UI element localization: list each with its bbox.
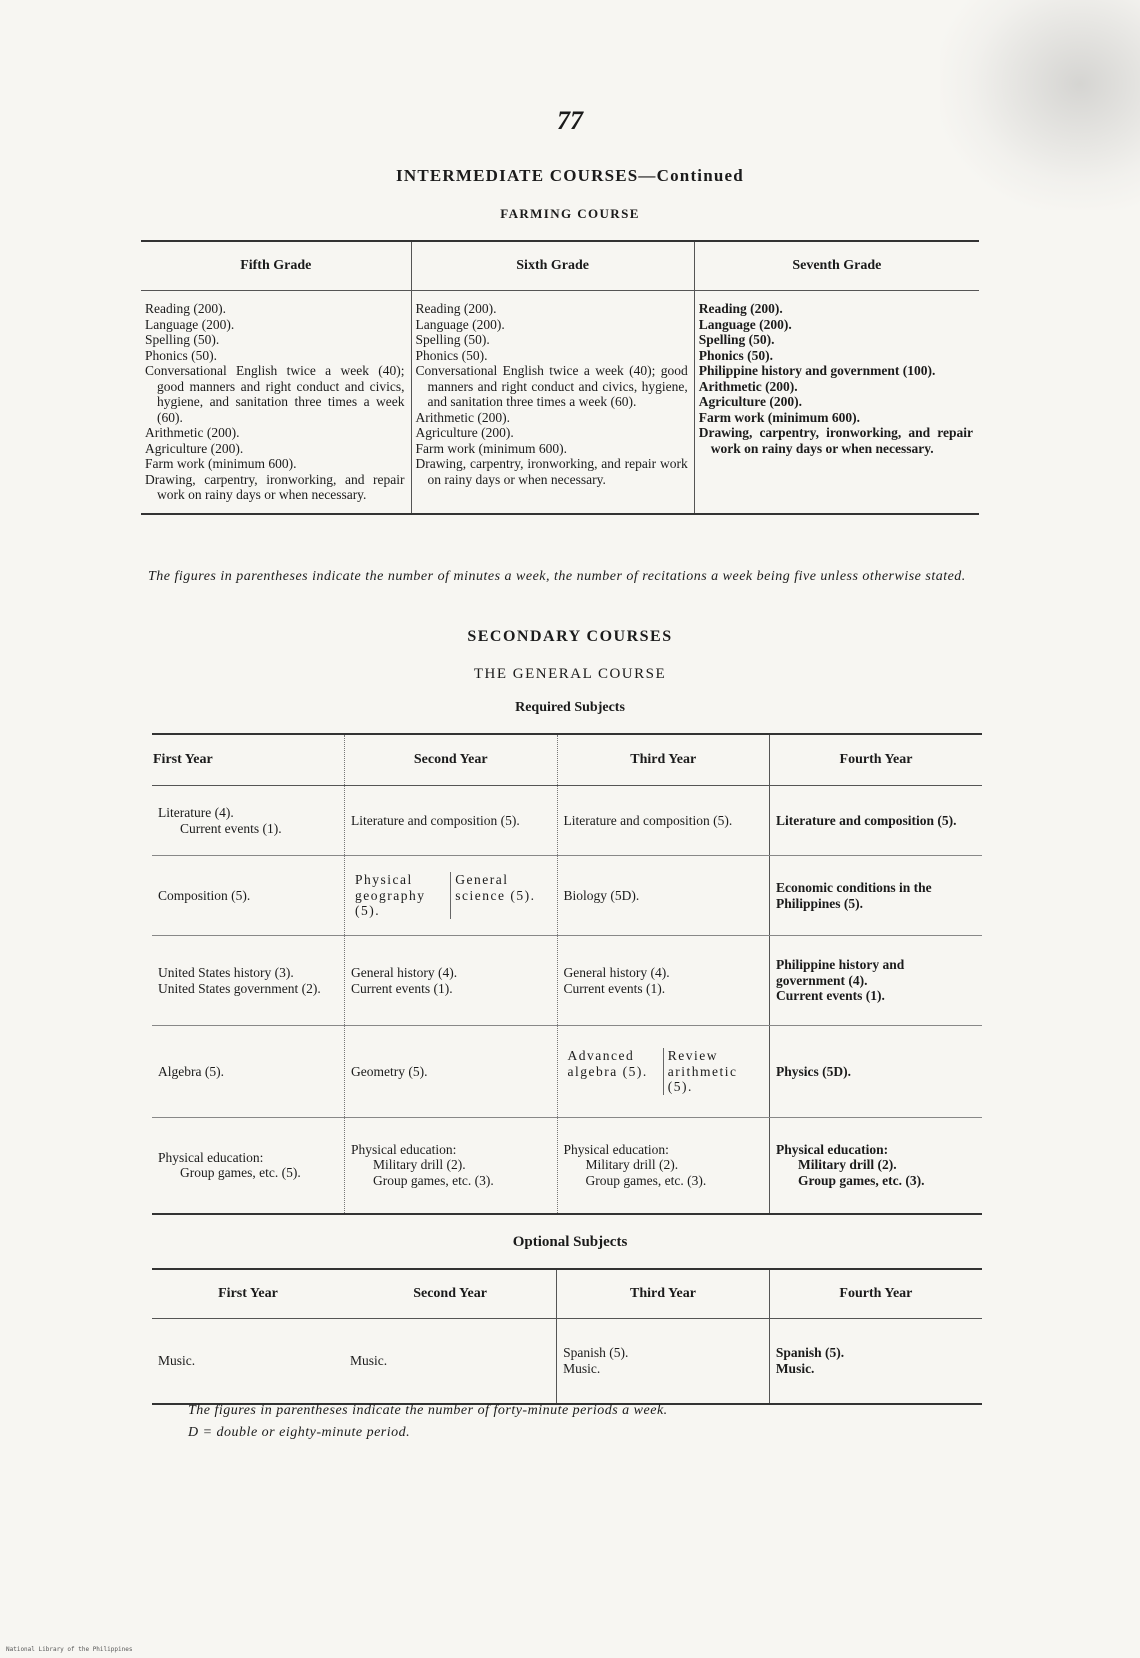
- optional-subjects-table: [152, 1268, 982, 1405]
- subject-item: Farm work (minimum 600).: [415, 440, 568, 456]
- subject-item: Phonics (50).: [698, 347, 773, 363]
- table-row: [152, 936, 982, 1026]
- cell-line: Current events (1).: [180, 820, 282, 836]
- general-course-heading: THE GENERAL COURSE: [473, 666, 667, 682]
- cell-line: Literature (4).: [158, 804, 234, 820]
- cell-line: Physical education:: [158, 1149, 264, 1165]
- cell-line: Music.: [563, 1361, 601, 1376]
- optional-subjects-heading: Optional Subjects: [512, 1234, 628, 1250]
- subject-item: Farm work (minimum 600).: [698, 409, 860, 425]
- header-second-year: Second Year: [344, 1269, 557, 1319]
- farming-footnote: The figures in parentheses indicate the number of minutes a week, the number of recitations a week being five unless otherwise stated.: [148, 569, 966, 584]
- header-fourth-year: Fourth Year: [770, 734, 983, 786]
- header-first-year: First Year: [152, 734, 345, 786]
- subject-item: Drawing, carpentry, ironworking, and repair work on rainy days or when necessary.: [698, 425, 973, 456]
- cell-line: General science (5).: [455, 872, 536, 903]
- subject-item: Language (200).: [145, 316, 235, 332]
- table-cell: Economic conditions in the Philippines (5).: [770, 856, 983, 936]
- cell-line: Group games, etc. (5).: [180, 1165, 301, 1181]
- secondary-courses-heading: SECONDARY COURSES: [467, 628, 673, 645]
- subject-item: Agriculture (200).: [415, 425, 514, 441]
- subject-item: Conversational English twice a week (40); good manners and right conduct and civics, hygiene, and sanitation three times a week (60).: [145, 363, 405, 425]
- cell-line: Physical education:: [563, 1141, 669, 1157]
- cell-line: Physical geography (5).: [351, 872, 451, 919]
- header-sixth-grade: Sixth Grade: [411, 241, 694, 291]
- subject-item: Spelling (50).: [698, 332, 775, 348]
- table-cell: Literature and composition (5).: [557, 786, 770, 856]
- farming-course-table: [141, 240, 979, 515]
- cell-line: Spanish (5).: [775, 1345, 845, 1361]
- header-fifth-grade: Fifth Grade: [141, 241, 411, 291]
- table-cell: Composition (5).: [152, 856, 345, 936]
- cell-line: Review arithmetic (5).: [667, 1048, 738, 1095]
- cell-line: General history (4).: [563, 964, 670, 980]
- subject-item: Language (200).: [698, 316, 792, 332]
- cell-line: Current events (1).: [776, 988, 885, 1004]
- table-cell: [345, 1118, 558, 1214]
- section-heading-intermediate: INTERMEDIATE COURSES—Continued: [396, 166, 744, 185]
- cell-line: Group games, etc. (3).: [373, 1173, 494, 1188]
- table-cell: [152, 1118, 345, 1214]
- header-first-year: First Year: [152, 1269, 344, 1319]
- cell-line: Group games, etc. (3).: [585, 1173, 707, 1188]
- table-cell: [770, 936, 983, 1026]
- cell-line: Group games, etc. (3).: [798, 1173, 925, 1188]
- subject-item: Spelling (50).: [415, 332, 490, 348]
- subject-item: Conversational English twice a week (40); good manners and right conduct and civics, hygiene, and sanitation three times a week (60).: [415, 363, 688, 410]
- header-third-year: Third Year: [557, 734, 770, 786]
- subject-item: Phonics (50).: [145, 347, 217, 363]
- table-row: [152, 1319, 982, 1405]
- table-cell: [557, 1319, 770, 1405]
- required-subjects-table: [152, 733, 982, 1215]
- table-cell-split: [557, 1026, 770, 1118]
- header-third-year: Third Year: [557, 1269, 770, 1319]
- table-cell: Literature and composition (5).: [770, 786, 983, 856]
- cell-line: Physical education:: [776, 1141, 889, 1157]
- subject-item: Phonics (50).: [415, 347, 488, 363]
- cell-line: United States government (2).: [158, 980, 321, 996]
- table-row: [152, 1026, 982, 1118]
- table-row: [152, 786, 982, 856]
- subject-item: Drawing, carpentry, ironworking, and repair work on rainy days or when necessary.: [415, 456, 688, 487]
- table-cell: [152, 786, 345, 856]
- cell-line: Advanced algebra (5).: [564, 1048, 664, 1095]
- table-cell: [345, 936, 558, 1026]
- subject-item: Spelling (50).: [145, 332, 220, 348]
- subject-item: Arithmetic (200).: [698, 378, 798, 394]
- table-cell: [557, 1118, 770, 1214]
- farming-course-heading: FARMING COURSE: [500, 206, 640, 221]
- table-row: [152, 1118, 982, 1214]
- header-fourth-year: Fourth Year: [769, 1269, 982, 1319]
- subject-item: Philippine history and government (100).: [698, 363, 936, 379]
- table-cell: Literature and composition (5).: [345, 786, 558, 856]
- cell-line: Military drill (2).: [373, 1157, 466, 1173]
- page-number: 77: [557, 106, 583, 135]
- table-cell: Music.: [350, 1353, 388, 1369]
- subject-item: Drawing, carpentry, ironworking, and repair work on rainy days or when necessary.: [145, 471, 405, 503]
- cell-line: Current events (1).: [563, 980, 666, 996]
- table-cell: [769, 1319, 982, 1405]
- table-cell: Geometry (5).: [345, 1026, 558, 1118]
- subject-item: Agriculture (200).: [698, 394, 802, 410]
- subject-item: Farm work (minimum 600).: [145, 456, 297, 472]
- seventh-grade-subjects: [694, 291, 979, 514]
- subject-item: Reading (200).: [415, 301, 497, 316]
- cell-line: Military drill (2).: [585, 1157, 679, 1173]
- cell-line: General history (4).: [351, 964, 458, 980]
- cell-line: Music.: [775, 1361, 815, 1376]
- table-row: [152, 856, 982, 936]
- subject-item: Arithmetic (200).: [145, 425, 240, 441]
- cell-line: Physical education:: [351, 1141, 457, 1157]
- required-subjects-heading: Required Subjects: [515, 700, 625, 715]
- library-credit: National Library of the Philippines: [6, 1646, 133, 1653]
- cell-line: Military drill (2).: [798, 1157, 897, 1173]
- table-cell: [152, 936, 345, 1026]
- subject-item: Arithmetic (200).: [415, 409, 511, 425]
- table-cell: Biology (5D).: [557, 856, 770, 936]
- table-cell: [770, 1118, 983, 1214]
- cell-line: United States history (3).: [158, 964, 294, 980]
- footnote-line: D = double or eighty-minute period.: [188, 1424, 411, 1440]
- table-cell-split: [345, 856, 558, 936]
- subject-item: Language (200).: [415, 316, 505, 332]
- fifth-grade-subjects: [141, 291, 411, 514]
- cell-line: Current events (1).: [351, 980, 453, 996]
- table-cell: [557, 936, 770, 1026]
- footnote-line: The figures in parentheses indicate the number of forty-minute periods a week.: [188, 1403, 668, 1418]
- subject-item: Reading (200).: [145, 301, 226, 316]
- table-cell: Music.: [158, 1353, 196, 1369]
- cell-line: Philippine history and government (4).: [776, 957, 905, 988]
- secondary-footnote: [188, 1400, 948, 1443]
- table-cell: Algebra (5).: [152, 1026, 345, 1118]
- cell-line: Spanish (5).: [563, 1345, 629, 1361]
- subject-item: Reading (200).: [698, 301, 783, 316]
- subject-item: Agriculture (200).: [145, 440, 244, 456]
- header-seventh-grade: Seventh Grade: [694, 241, 979, 291]
- table-cell: Physics (5D).: [770, 1026, 983, 1118]
- sixth-grade-subjects: [411, 291, 694, 514]
- header-second-year: Second Year: [345, 734, 558, 786]
